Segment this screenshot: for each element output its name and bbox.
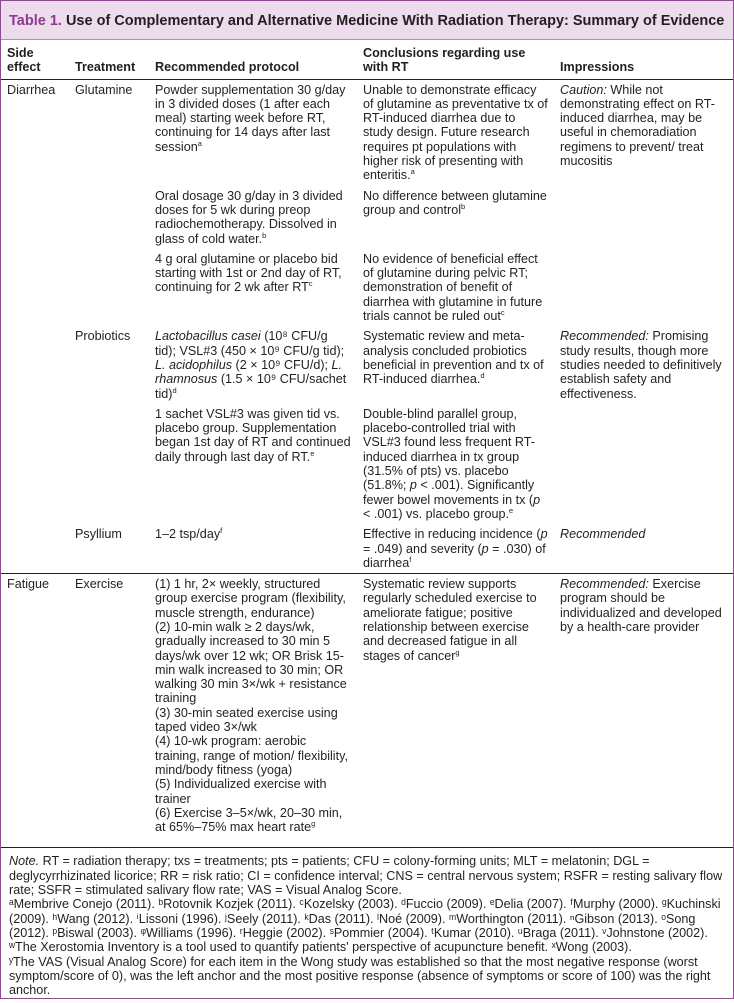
protocol-cell: (1) 1 hr, 2× weekly, structured group exercise program (flexibility, muscle strength, endurance) (2) 10-min walk ≥ 2 days/wk, gradually increased to 30 min 5 days/wk over 12 wk; OR Brisk 15-min walk increased to 30 min; OR walking 30 min 3×/wk + resistance training (3) 30-min seated exercise using taped video 3×/wk (4) 10-wk program: aerobic training, range of motion/ flexibility, mind/body fitness (yoga) (5) Individualized exercise with trainer (6) Exercise 3–5×/wk, 20–30 min, at 65%–75% max heart rate$^g$	[155, 577, 348, 835]
treatment-cell: Exercise	[75, 577, 124, 592]
side-effect-cell: Diarrhea	[7, 82, 56, 97]
conclusion-cell: Effective in reducing incidence (p = .049) and severity (p = .030) of diarrhea$^f$	[357, 524, 554, 573]
protocol-cell: Powder supplementation 30 g/day in 3 divided doses (1 after each meal) starting week before RT, continuing for 14 days after last session$^a$	[155, 82, 346, 154]
conclusion-cell: Unable to demonstrate efficacy of glutamine as preventative tx of RT-induced diarrhea due to study design. Future research requires pt populations with higher risk of presenting with enteritis.$^a$	[363, 82, 548, 183]
conclusion-cell: Double-blind parallel group, placebo-controlled trial with VSL#3 found less frequent RT-induced diarrhea in tx group (31.5% of pts) vs. placebo (51.8%; p < .001). Significantly fewer bowel movements in tx (p < .001) vs. placebo group.$^e$	[363, 406, 541, 521]
abbreviations-note: Note. RT = radiation therapy; txs = treatments; pts = patients; CFU = colony-forming units; MLT = melatonin; DGL = deglycyrrhizinated licorice; RR = risk ratio; CI = confidence interval; CNS = central nervous system; RSFR = resting salivary flow rate; SSFR = stimulated salivary flow rate; VAS = Visual Analog Score.	[9, 854, 723, 898]
table-row	[1, 524, 733, 573]
impression-cell: Caution: While not demonstrating effect on RT-induced diarrhea, may be useful in chemoradiation regimens to prevent/ treat mucositis	[560, 82, 715, 169]
impression-cell: Recommended: Promising study results, though more studies needed to definitively establish safety and effectiveness.	[560, 329, 722, 401]
impression-cell: Recommended: Exercise program should be individualized and developed by a health-care provider	[560, 577, 722, 634]
conclusion-cell: No difference between glutamine group and control$^b$	[363, 188, 547, 217]
protocol-cell: 1 sachet VSL#3 was given tid vs. placebo group. Supplementation began 1st day of RT and continued daily through last day of RT.$^e$	[155, 406, 351, 464]
conclusion-cell: No evidence of beneficial effect of glutamine during pelvic RT; demonstration of benefit of diarrhea with glutamine in future trials cannot be ruled out$^c$	[363, 251, 543, 324]
treatment-cell: Psyllium	[69, 524, 149, 573]
evidence-table	[1, 40, 733, 847]
protocol-cell: 4 g oral glutamine or placebo bid starting with 1st or 2nd day of RT, continuing for 2 wk after $RT^c$	[155, 251, 342, 295]
protocol-cell: Lactobacillus casei (10⁸ CFU/g tid); VSL#3 (450 × 10⁹ CFU/g tid); L. acidophilus (2 × 10⁹ CFU/d); L. rhamnosus (1.5 × 10⁹ CFU/sachet tid)$^d$	[155, 329, 347, 401]
references-note: ᵃMembrive Conejo (2011). ᵇRotovnik Kozjek (2011). ᶜKozelsky (2003). ᵈFuccio (2009). ᵉDelia (2007). ᶠMurphy (2000). ᵍKuchinski (2009). ʰWang (2012). ⁱLissoni (1996). ʲSeely (2011). ᵏDas (2011). ˡNoé (2009). ᵐWorthington (2011). ⁿGibson (2013). ᵒSong (2012). ᵖBiswal (2003). ᵠWilliams (1996). ʳHeggie (2002). ˢPommier (2004). ᵗKumar (2010). ᵘBraga (2011). ᵛJohnstone (2002). ʷThe Xerostomia Inventory is a tool used to quantify patients' perspective of acupuncture benefit. ˣWong (2003).	[9, 897, 721, 955]
table-row	[1, 326, 733, 403]
table-title	[1, 1, 733, 40]
table-number: Table 1.	[9, 13, 62, 29]
protocol-cell: Oral dosage 30 g/day in 3 divided doses for 5 wk during preop radiochemotherapy. Dissolved in glass of cold water.$^b$	[155, 188, 343, 246]
protocol-cell: 1–2 tsp/day$^f$	[149, 524, 357, 573]
table-row	[1, 79, 733, 186]
header-impressions: Impressions	[554, 40, 733, 79]
header-treatment: Treatment	[69, 40, 149, 79]
treatment-cell: Probiotics	[75, 329, 131, 344]
treatment-cell: Glutamine	[75, 82, 133, 97]
side-effect-cell: Fatigue	[7, 577, 50, 592]
table-notes	[1, 847, 733, 1003]
table-row	[1, 574, 733, 838]
conclusion-cell: Systematic review and meta-analysis concluded probiotics beneficial in prevention and tx of RT-induced diarrhea.$^d$	[363, 329, 544, 387]
table-title-text: Use of Complementary and Alternative Medicine With Radiation Therapy: Summary of Evidence	[65, 13, 725, 29]
header-protocol: Recommended protocol	[149, 40, 357, 79]
header-side-effect: Side effect	[1, 40, 69, 79]
header-conclusions: Conclusions regarding use with RT	[357, 40, 554, 79]
impression-cell: Recommended	[554, 524, 733, 573]
header-row	[1, 40, 733, 79]
vas-note: ʸThe VAS (Visual Analog Score) for each item in the Wong study was established so that the most negative response (worst symptom/score of 0), was the left anchor and the most positive response (absence of symptoms or score of 100) was the right anchor.	[9, 954, 711, 998]
conclusion-cell: Systematic review supports regularly scheduled exercise to ameliorate fatigue; positive relationship between exercise and decreased fatigue in all stages of cancer$^g$	[363, 577, 537, 663]
